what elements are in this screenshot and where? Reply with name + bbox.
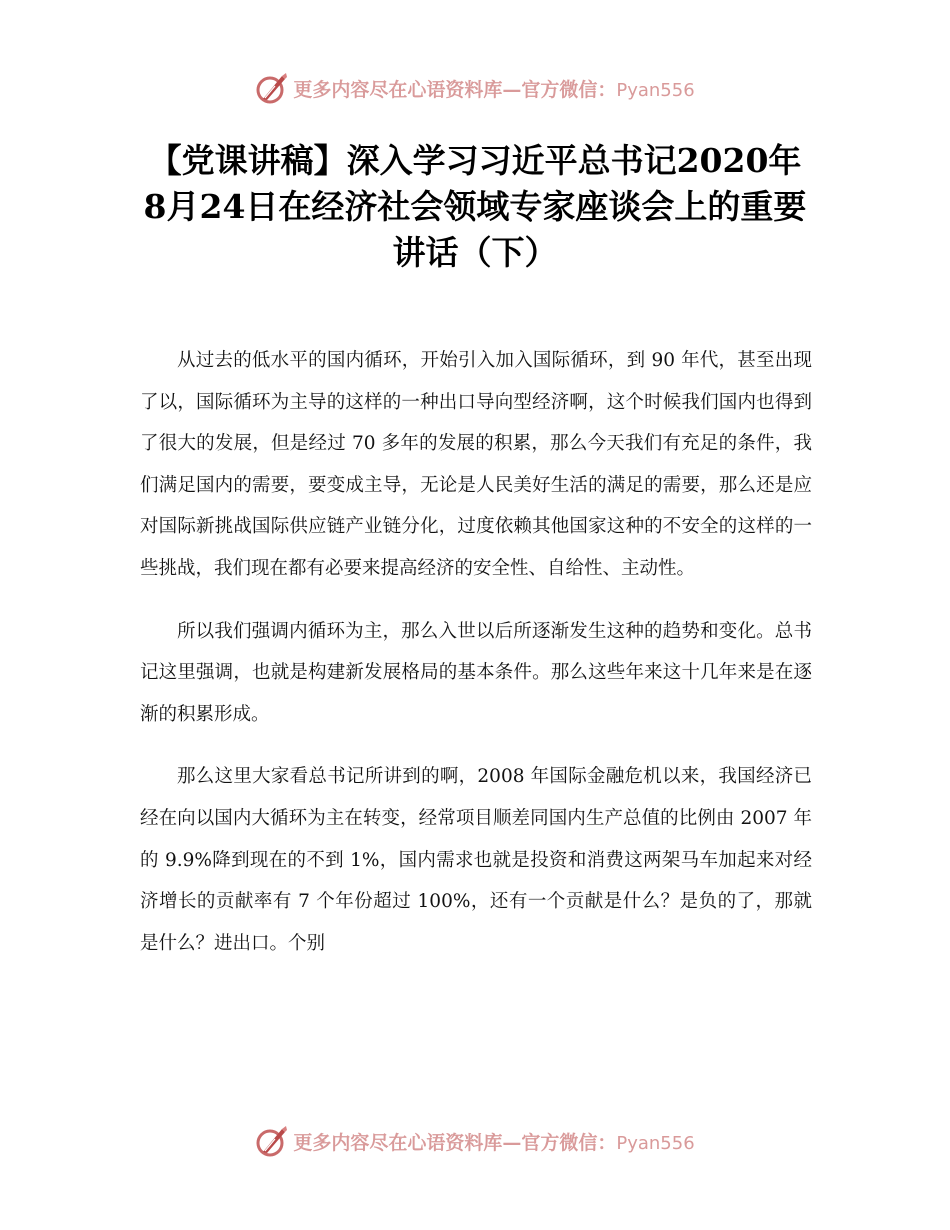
- banner-text: [293, 75, 694, 102]
- footer-banner: [0, 1121, 950, 1161]
- document-body: [140, 340, 812, 985]
- header-banner: [0, 68, 950, 108]
- banner-wechat-id: Pyan556: [616, 1132, 695, 1154]
- banner-label: 更多内容尽在心语资料库—官方微信：: [293, 78, 617, 101]
- banner-wechat-id: Pyan556: [616, 79, 695, 101]
- paragraph: 所以我们强调内循环为主，那么入世以后所逐渐发生这种的趋势和变化。总书记这里强调，也就是构建新发展格局的基本条件。那么这些年来这十几年来是在逐渐的积累形成。: [140, 620, 812, 725]
- banner-text: [293, 1128, 694, 1155]
- document-title: 【党课讲稿】深入学习习近平总书记2020年8月24日在经济社会领域专家座谈会上的重要讲话（下）: [143, 141, 807, 272]
- paragraph: 那么这里大家看总书记所讲到的啊，2008 年国际金融危机以来，我国经济已经在向以国内大循环为主在转变，经常项目顺差同国内生产总值的比例由 2007 年的 9.9%降到现在的不到 1%，国内需求也就是投资和消费这两架马车加起来对经济增长的贡献率有 7 个年份超过 100%，还有一个贡献是什么？是负的了，那就是什么？进出口。个别: [140, 766, 812, 954]
- quill-pen-logo-icon: [255, 1124, 289, 1158]
- paragraph: 从过去的低水平的国内循环，开始引入加入国际循环，到 90 年代，甚至出现了以，国际循环为主导的这样的一种出口导向型经济啊，这个时候我们国内也得到了很大的发展，但是经过 70 多年的发展的积累，那么今天我们有充足的条件，我们满足国内的需要，要变成主导，无论是人民美好生活的满足的需要，那么还是应对国际新挑战国际供应链产业链分化，过度依赖其他国家这种的不安全的这样的一些挑战，我们现在都有必要来提高经济的安全性、自给性、主动性。: [140, 350, 812, 579]
- banner-label: 更多内容尽在心语资料库—官方微信：: [293, 1131, 617, 1154]
- quill-pen-logo-icon: [255, 71, 289, 105]
